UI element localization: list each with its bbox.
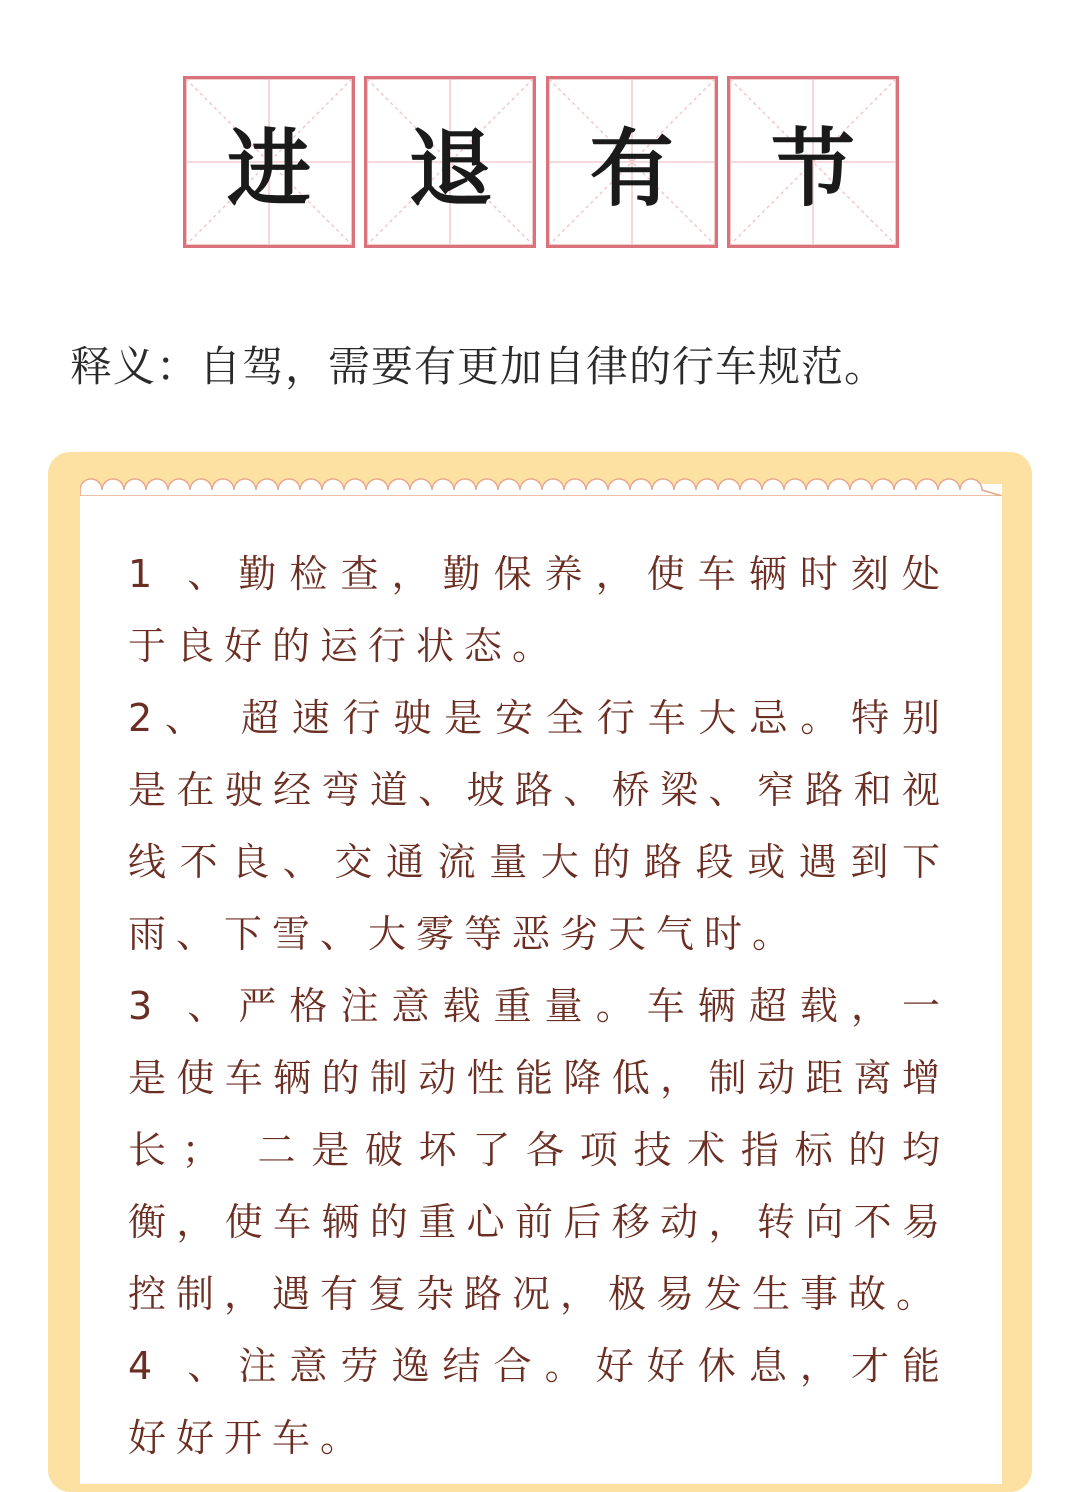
title-char-box-3 [546,76,718,248]
scallop-border [80,476,1002,496]
list-item: 1 、勤检查，勤保养，使车辆时刻处于良好的运行状态。 [128,552,950,668]
title-char: 进 [226,119,311,218]
title-char: 退 [408,119,493,218]
title-char: 节 [770,119,855,218]
title-char-box-4 [727,76,899,248]
definition-text: 释义：自驾，需要有更加自律的行车规范。 [70,342,888,391]
title-grid [183,76,899,252]
title-char-box-2 [364,76,536,248]
title-char: 有 [589,119,674,218]
rules-list [128,538,950,1474]
list-item: 4 、注意劳逸结合。好好休息，才能好好开车。 [128,1344,950,1460]
title-char-box-1 [183,76,355,248]
list-item: 2、 超速行驶是安全行车大忌。特别是在驶经弯道、坡路、桥梁、窄路和视线不良、交通流量大的路段或遇到下雨、下雪、大雾等恶劣天气时。 [128,696,950,956]
list-item: 3 、严格注意载重量。车辆超载，一是使车辆的制动性能降低，制动距离增长； 二是破坏了各项技术指标的均衡，使车辆的重心前后移动，转向不易控制，遇有复杂路况，极易发生事故。 [128,984,950,1316]
